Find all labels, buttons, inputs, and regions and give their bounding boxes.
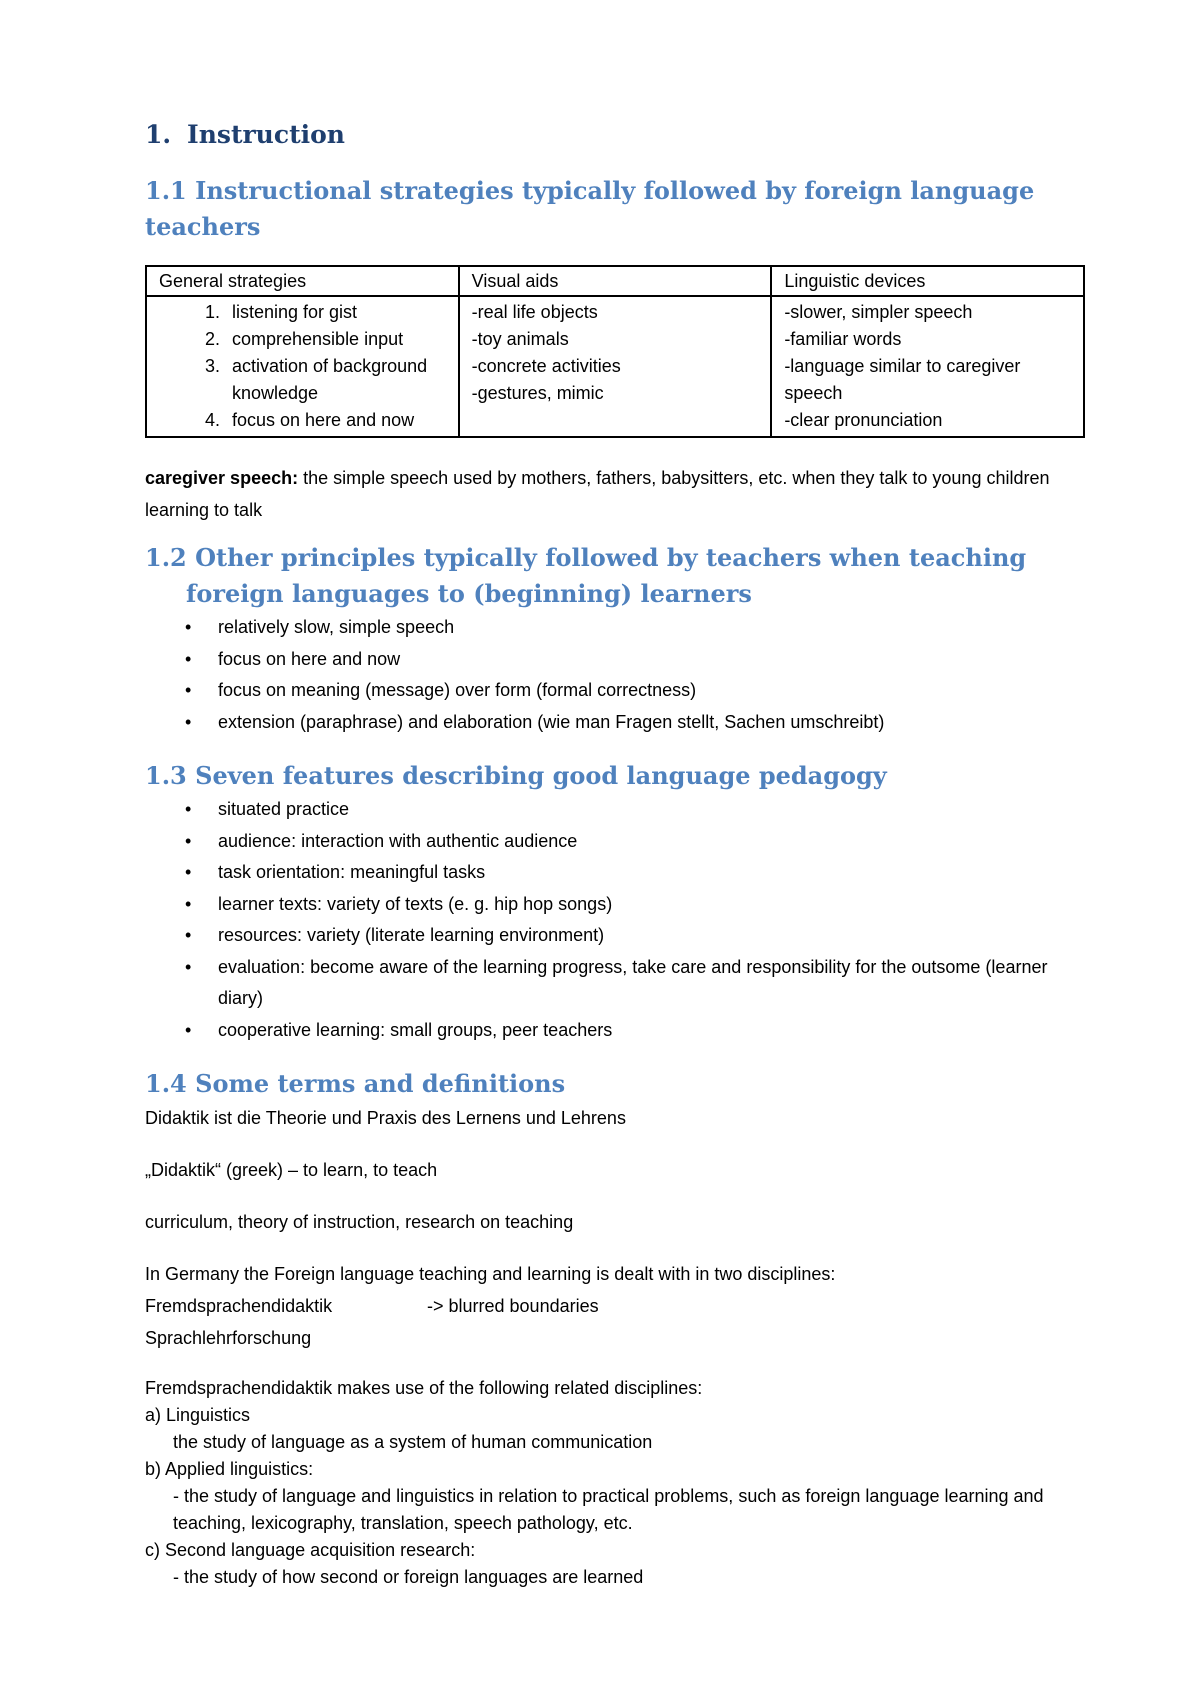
- list-item: • evaluation: become aware of the learning progress, take care and responsibility for the outsome (learner diary): [185, 956, 1048, 1008]
- discipline-2: Sprachlehrforschung: [145, 1328, 312, 1348]
- list-item: 1. listening for gist: [204, 302, 358, 322]
- general-strategies-cell: [146, 296, 459, 437]
- sla-research-label: c) Second language acquisition research:: [145, 1540, 476, 1560]
- caregiver-text: the simple speech used by mothers, fathers, babysitters, etc. when they talk to young children learning to talk: [145, 468, 1050, 520]
- list-item: • audience: interaction with authentic audience: [185, 830, 578, 851]
- sla-research-definition: - the study of how second or foreign languages are learned: [173, 1567, 644, 1587]
- header-linguistic-devices: Linguistic devices: [771, 266, 1084, 296]
- heading-title: Instruction: [187, 120, 345, 149]
- list-item: -clear pronunciation: [784, 410, 943, 430]
- visual-aids-cell: [459, 296, 772, 437]
- disciplines-intro: In Germany the Foreign language teaching and learning is dealt with in two disciplines:: [145, 1264, 836, 1284]
- list-item: -concrete activities: [471, 356, 621, 376]
- related-disciplines-intro: Fremdsprachendidaktik makes use of the following related disciplines:: [145, 1378, 703, 1398]
- principles-list: [145, 612, 1075, 738]
- table-header-row: [146, 266, 1084, 296]
- list-item: • task orientation: meaningful tasks: [185, 862, 486, 882]
- list-item: • resources: variety (literate learning environment): [185, 925, 605, 945]
- section-1-1-title: 1.1 Instructional strategies typically followed by foreign language teachers: [145, 176, 1035, 241]
- applied-linguistics-label: b) Applied linguistics:: [145, 1459, 314, 1479]
- linguistics-definition: the study of language as a system of human communication: [173, 1432, 653, 1452]
- applied-linguistics-definition: - the study of language and linguistics in relation to practical problems, such as foreign language learning and teaching, lexicography, translation, speech pathology, etc.: [173, 1486, 1044, 1533]
- list-item: • relatively slow, simple speech: [185, 617, 455, 637]
- caregiver-definition: [145, 462, 1075, 526]
- linguistics-label: a) Linguistics: [145, 1405, 251, 1425]
- didaktik-definition: Didaktik ist die Theorie und Praxis des Lernens und Lehrens: [145, 1108, 626, 1128]
- strategies-table: [145, 265, 1085, 438]
- pedagogy-features-list: [145, 794, 1075, 1046]
- list-item: • focus on meaning (message) over form (formal correctness): [185, 680, 697, 700]
- discipline-1: Fremdsprachendidaktik -> blurred boundaries: [145, 1296, 599, 1316]
- linguistic-devices-cell: [771, 296, 1084, 437]
- list-item: • situated practice: [185, 799, 350, 819]
- list-item: • focus on here and now: [185, 648, 401, 669]
- document-page: [145, 120, 1075, 1591]
- list-item: -gestures, mimic: [471, 383, 604, 403]
- list-item: • cooperative learning: small groups, peer teachers: [185, 1019, 613, 1040]
- list-item: -slower, simpler speech: [784, 302, 973, 322]
- heading-instruction: [145, 120, 1075, 149]
- list-item: -real life objects: [471, 302, 598, 322]
- list-item: -toy animals: [471, 329, 569, 349]
- table-row: [146, 296, 1084, 437]
- header-visual-aids: Visual aids: [459, 266, 772, 296]
- list-item: • extension (paraphrase) and elaboration (wie man Fragen stellt, Sachen umschreibt): [185, 711, 885, 732]
- section-1-3-title: 1.3 Seven features describing good language pedagogy: [145, 761, 887, 790]
- header-general-strategies: General strategies: [146, 266, 459, 296]
- section-1-4-title: 1.4 Some terms and definitions: [145, 1069, 566, 1098]
- list-item: 3. activation of background knowledge: [204, 356, 428, 403]
- didaktik-scope: curriculum, theory of instruction, research on teaching: [145, 1212, 574, 1232]
- list-item: • learner texts: variety of texts (e. g. hip hop songs): [185, 893, 613, 914]
- caregiver-term: caregiver speech:: [145, 468, 299, 488]
- section-1-2-title: 1.2 Other principles typically followed by teachers when teaching foreign languages to (beginning) learners: [145, 543, 1027, 608]
- list-item: -language similar to caregiver speech: [784, 356, 1021, 403]
- list-item: -familiar words: [784, 329, 902, 349]
- list-item: 4. focus on here and now: [204, 410, 415, 430]
- general-strategies-list: [159, 299, 446, 434]
- didaktik-etymology: „Didaktik“ (greek) – to learn, to teach: [145, 1160, 438, 1180]
- list-item: 2. comprehensible input: [204, 329, 404, 349]
- heading-number: 1.: [145, 120, 172, 149]
